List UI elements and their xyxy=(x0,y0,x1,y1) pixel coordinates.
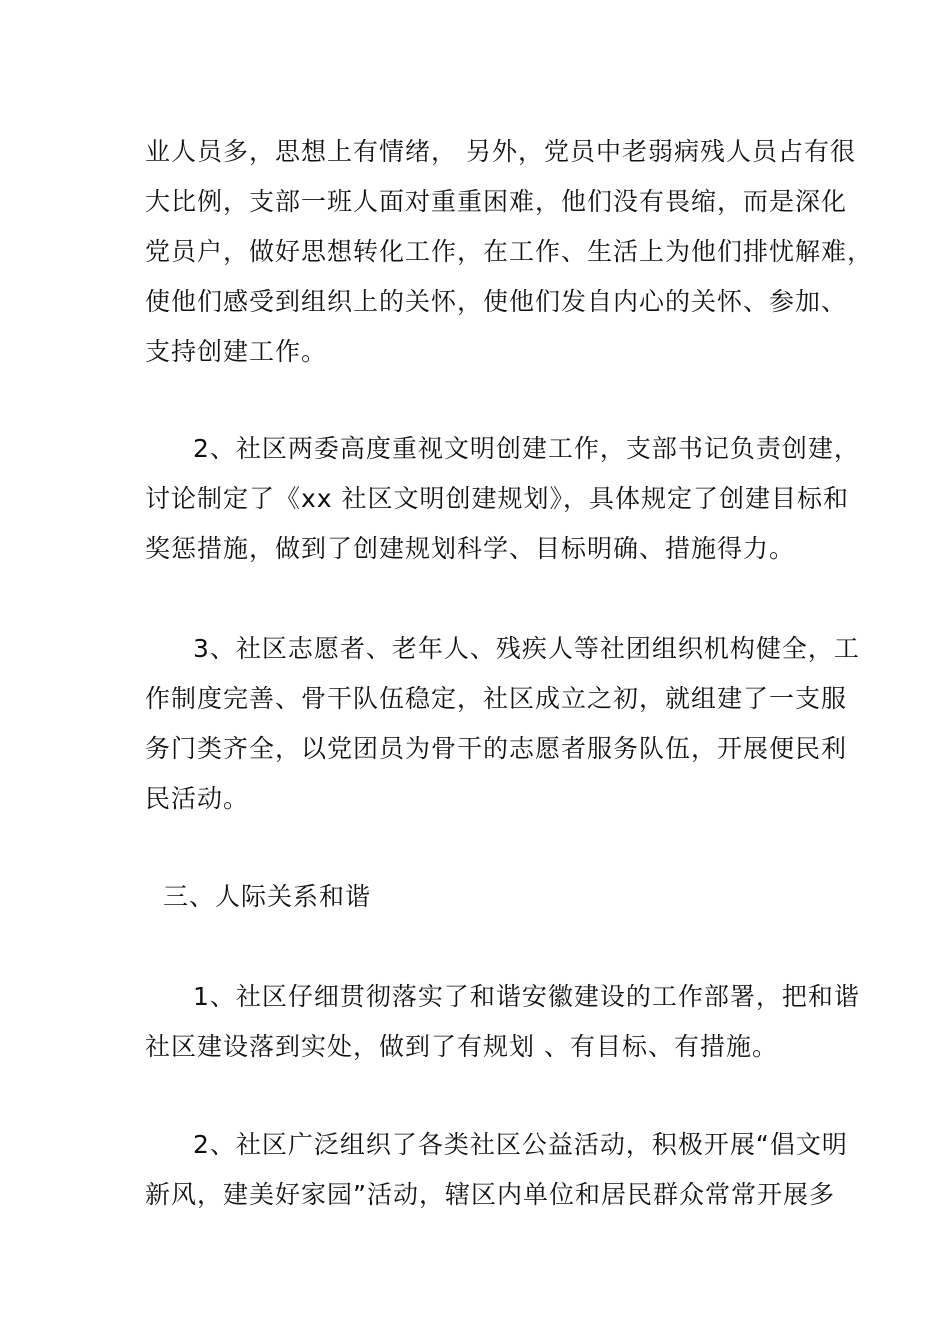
paragraph-line: 2、社区广泛组织了各类社区公益活动，积极开展“倡文明 xyxy=(193,1130,848,1159)
paragraph-line: 业人员多，思想上有情绪， 另外，党员中老弱病残人员占有很 xyxy=(145,137,856,166)
paragraph-line: 讨论制定了《xx 社区文明创建规划》，具体规定了创建目标和 xyxy=(145,484,850,513)
section-heading: 三、人际关系和谐 xyxy=(163,882,372,911)
paragraph-line: 党员户，做好思想转化工作，在工作、生活上为他们排忧解难， xyxy=(145,237,874,266)
paragraph-line: 1、社区仔细贯彻落实了和谐安徽建设的工作部署，把和谐 xyxy=(193,982,860,1011)
paragraph-line: 新风，建美好家园”活动，辖区内单位和居民群众常常开展多 xyxy=(145,1180,835,1209)
paragraph-line: 3、社区志愿者、老年人、残疾人等社团组织机构健全，工 xyxy=(193,634,860,663)
paragraph-line: 民活动。 xyxy=(145,784,250,813)
paragraph-line: 2、社区两委高度重视文明创建工作，支部书记负责创建， xyxy=(193,434,860,463)
paragraph-line: 社区建设落到实处，做到了有规划 、有目标、有措施。 xyxy=(145,1032,778,1061)
paragraph-line: 大比例，支部一班人面对重重困难，他们没有畏缩，而是深化 xyxy=(145,187,848,216)
paragraph-line: 奖惩措施，做到了创建规划科学、目标明确、措施得力。 xyxy=(145,534,796,563)
paragraph-line: 使他们感受到组织上的关怀，使他们发自内心的关怀、参加、 xyxy=(145,287,848,316)
paragraph-line: 务门类齐全，以党团员为骨干的志愿者服务队伍，开展便民利 xyxy=(145,734,848,763)
paragraph-line: 支持创建工作。 xyxy=(145,337,328,366)
paragraph-line: 作制度完善、骨干队伍稳定，社区成立之初，就组建了一支服 xyxy=(145,684,848,713)
